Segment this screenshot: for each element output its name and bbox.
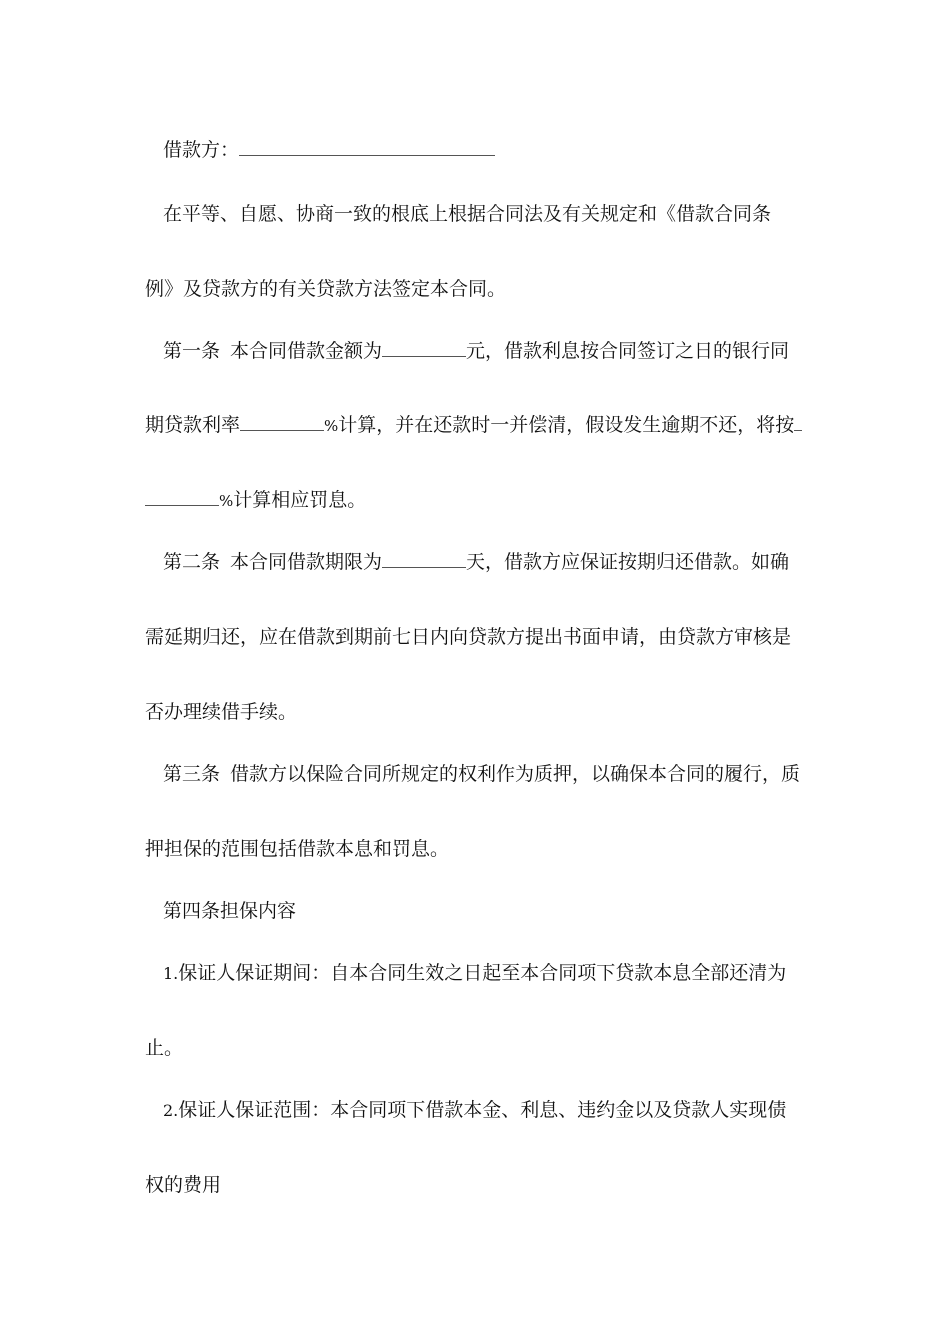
borrower-line	[163, 137, 495, 163]
item-1-text: 保证人保证期间：自本合同生效之日起至本合同项下贷款本息全部还清为	[178, 962, 787, 984]
intro-line-1: 在平等、自愿、协商一致的根底上根据合同法及有关规定和《借款合同条	[163, 203, 772, 225]
article-1-text-e: 计算相应罚息。	[233, 489, 367, 511]
item-2-text: 保证人保证范围：本合同项下借款本金、利息、违约金以及贷款人实现债	[178, 1099, 787, 1121]
penalty-rate-blank[interactable]	[145, 487, 219, 506]
penalty-rate-blank-start[interactable]	[794, 412, 802, 431]
article-4-title: 第四条担保内容	[163, 900, 297, 922]
percent-sign-2: %	[219, 492, 234, 510]
article-1-line-3	[145, 487, 366, 514]
loan-term-blank[interactable]	[382, 549, 466, 568]
borrower-label: 借款方：	[163, 139, 240, 161]
article-3-line-1	[163, 761, 800, 787]
article-4-item-2	[163, 1097, 786, 1124]
loan-amount-blank[interactable]	[382, 338, 466, 357]
borrower-blank[interactable]	[239, 137, 495, 156]
percent-sign-1: %	[324, 417, 339, 435]
intro-line-2: 例》及贷款方的有关贷款方法签定本合同。	[145, 278, 507, 300]
article-2-line-3: 否办理续借手续。	[145, 701, 298, 723]
interest-rate-blank[interactable]	[240, 412, 324, 431]
article-2-text-b: 天，借款方应保证按期归还借款。如确	[466, 551, 790, 573]
article-4-item-2-cont: 权的费用	[145, 1174, 222, 1196]
article-1-text-c: 期贷款利率	[145, 414, 241, 436]
article-1-line-2	[145, 412, 802, 439]
article-2-title: 第二条	[163, 551, 221, 573]
article-4-item-1	[163, 960, 786, 987]
article-2-line-1	[163, 549, 789, 575]
article-1-line-1	[163, 338, 789, 364]
article-3-line-2: 押担保的范围包括借款本息和罚息。	[145, 838, 450, 860]
article-4-item-1-cont: 止。	[145, 1037, 184, 1059]
article-1-text-a: 本合同借款金额为	[230, 340, 383, 362]
article-1-text-b: 元，借款利息按合同签订之日的银行同	[466, 340, 790, 362]
article-3-text-a: 借款方以保险合同所规定的权利作为质押，以确保本合同的履行，质	[230, 763, 801, 785]
article-2-line-2: 需延期归还，应在借款到期前七日内向贷款方提出书面申请，由贷款方审核是	[145, 626, 792, 648]
article-3-title: 第三条	[163, 763, 221, 785]
item-2-number: 2.	[163, 1101, 179, 1120]
item-1-number: 1.	[163, 964, 179, 983]
article-1-text-d: 计算，并在还款时一并偿清，假设发生逾期不还，将按	[338, 414, 795, 436]
article-1-title: 第一条	[163, 340, 221, 362]
article-2-text-a: 本合同借款期限为	[230, 551, 383, 573]
